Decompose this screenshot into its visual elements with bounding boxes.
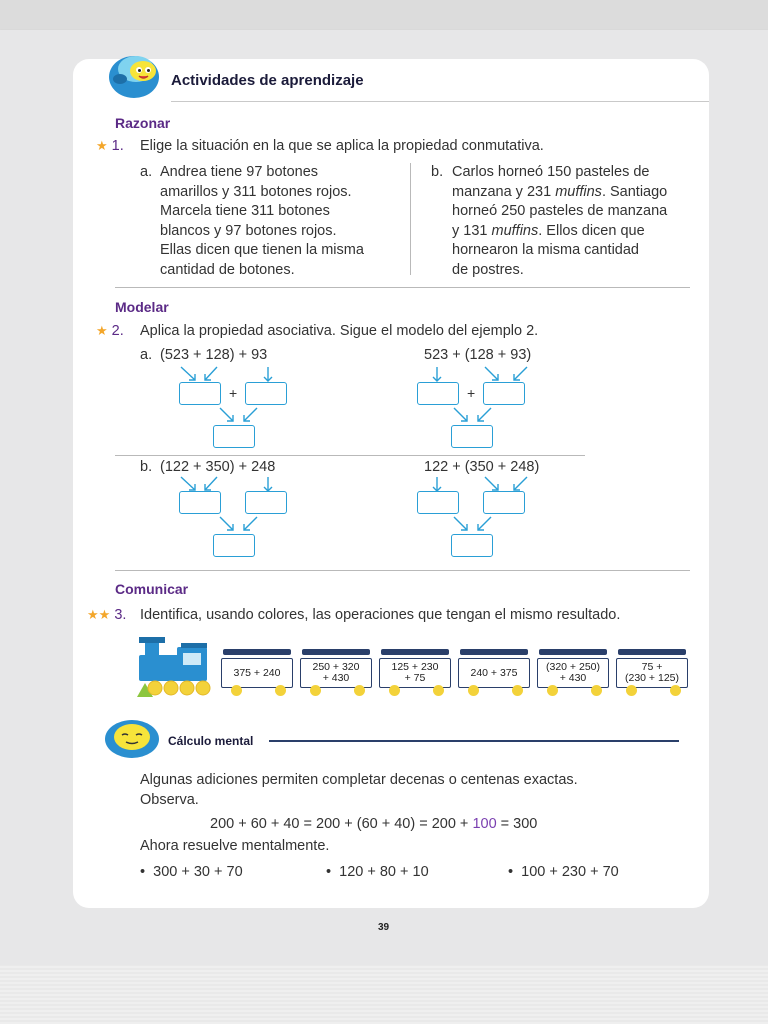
- arrows-icon: [213, 405, 273, 427]
- train-car-operation: 250 + 320: [312, 661, 360, 673]
- question-2-prompt: Aplica la propiedad asociativa. Sigue el modelo del ejemplo 2.: [140, 323, 539, 339]
- train-car-roof: [539, 649, 607, 655]
- option-a-line: Andrea tiene 97 botones: [160, 164, 319, 180]
- section-header-title: Actividades de aprendizaje: [171, 72, 364, 89]
- arrows-icon: [447, 514, 507, 536]
- train-car-operation: 125 + 230: [391, 661, 439, 673]
- option-a-line: cantidad de botones.: [160, 261, 295, 278]
- plus-sign: +: [467, 385, 476, 401]
- question-1-number: ★ 1.: [96, 138, 124, 154]
- wheel-icon: [468, 685, 479, 696]
- razonar-heading: Razonar: [115, 115, 171, 131]
- option-divider: [410, 163, 411, 275]
- answer-box[interactable]: [417, 491, 459, 514]
- question-2-number: ★ 2.: [96, 323, 124, 339]
- option-a-line: Ellas dicen que tienen la misma: [160, 242, 364, 258]
- arrows-icon: [213, 514, 273, 536]
- comunicar-heading: Comunicar: [115, 581, 189, 597]
- question-3-number: ★★ 3.: [87, 607, 127, 623]
- train-car[interactable]: [616, 649, 688, 697]
- part-b-left-expression: (122 + 350) + 248: [160, 459, 276, 475]
- train-car-body: [379, 658, 451, 688]
- train-car-roof: [460, 649, 528, 655]
- option-b-line: hornearon la misma cantidad: [452, 242, 639, 258]
- answer-box[interactable]: [245, 491, 287, 514]
- train-car[interactable]: [300, 649, 372, 697]
- train-car[interactable]: [458, 649, 530, 697]
- train-car-body: [458, 658, 530, 688]
- train-car-body: [300, 658, 372, 688]
- wheel-icon: [512, 685, 523, 696]
- train-car-roof: [381, 649, 449, 655]
- star-icon: ★: [96, 138, 108, 153]
- train-car-roof: [302, 649, 370, 655]
- option-a-text: [160, 163, 405, 280]
- option-a-label: a.: [140, 164, 153, 180]
- wheel-icon: [591, 685, 602, 696]
- option-b-line: de postres.: [452, 261, 524, 278]
- result-box[interactable]: [213, 534, 255, 557]
- star-icon: ★: [96, 323, 108, 338]
- train-car-operation: 375 + 240: [233, 666, 281, 679]
- arrows-icon: [447, 405, 507, 427]
- wheel-icon: [389, 685, 400, 696]
- option-a-line: amarillos y 311 botones rojos.: [160, 183, 352, 200]
- part-b-right-expression: 122 + (350 + 248): [424, 459, 540, 475]
- row-divider: [115, 455, 585, 456]
- answer-box[interactable]: [179, 491, 221, 514]
- mental-instruction: Ahora resuelve mentalmente.: [140, 838, 330, 854]
- train-car-operation: + 75: [404, 672, 426, 684]
- wheel-icon: [670, 685, 681, 696]
- plus-sign: +: [229, 385, 238, 401]
- part-a-label: a.: [140, 347, 153, 363]
- train-car-roof: [618, 649, 686, 655]
- option-b-line: manzana y 231 muffins. Santiago: [452, 183, 668, 200]
- wheel-icon: [547, 685, 558, 696]
- answer-box[interactable]: [245, 382, 287, 405]
- background-floor: [0, 965, 768, 1024]
- calculo-mental-rule: [269, 740, 679, 742]
- train-car-operation: 240 + 375: [470, 666, 518, 679]
- activities-card: [73, 59, 709, 908]
- mascot-icon: [106, 49, 162, 99]
- train-car[interactable]: [537, 649, 609, 697]
- wheel-icon: [310, 685, 321, 696]
- train-car[interactable]: [379, 649, 451, 697]
- result-box[interactable]: [451, 425, 493, 448]
- wheel-icon: [275, 685, 286, 696]
- option-a-line: Marcela tiene 311 botones: [160, 203, 330, 219]
- train-car-body: [221, 658, 293, 688]
- part-a-left-expression: (523 + 128) + 93: [160, 347, 268, 363]
- train-car-operation: 75 +: [641, 661, 663, 673]
- mental-exercise: • 100 + 230 + 70: [508, 864, 619, 880]
- section-divider: [115, 287, 690, 288]
- option-b-label: b.: [431, 164, 444, 180]
- answer-box[interactable]: [483, 491, 525, 514]
- option-b-line: Carlos horneó 150 pasteles de: [452, 164, 650, 180]
- answer-box[interactable]: [417, 382, 459, 405]
- modelar-heading: Modelar: [115, 299, 169, 315]
- question-1-prompt: Elige la situación en la que se aplica la propiedad conmutativa.: [140, 138, 544, 154]
- train-car-operation: (230 + 125): [625, 672, 679, 684]
- train-car-body: [537, 658, 609, 688]
- mental-exercise: • 120 + 80 + 10: [326, 864, 429, 880]
- train-car-operation: + 430: [559, 672, 587, 684]
- question-3-prompt: Identifica, usando colores, las operaciones que tengan el mismo resultado.: [140, 607, 621, 623]
- option-b-line: y 131 muffins. Ellos dicen que: [452, 222, 645, 239]
- option-a-line: blancos y 97 botones rojos.: [160, 222, 337, 239]
- star-icon: ★: [87, 607, 99, 622]
- train-car-body: [616, 658, 688, 688]
- mental-example: 200 + 60 + 40 = 200 + (60 + 40) = 200 + 100 = 300: [210, 816, 538, 832]
- result-box[interactable]: [451, 534, 493, 557]
- option-b-text: [452, 163, 704, 280]
- locomotive-icon: [137, 633, 217, 697]
- part-a-right-expression: 523 + (128 + 93): [424, 347, 532, 363]
- answer-box[interactable]: [483, 382, 525, 405]
- option-b-line: horneó 250 pasteles de manzana: [452, 203, 668, 219]
- page-number: 39: [378, 922, 390, 933]
- mental-intro-line: Observa.: [140, 791, 199, 808]
- train-car[interactable]: [221, 649, 293, 697]
- part-b-label: b.: [140, 459, 153, 475]
- train-car-roof: [223, 649, 291, 655]
- answer-box[interactable]: [179, 382, 221, 405]
- wheel-icon: [354, 685, 365, 696]
- calculo-mental-icon: [104, 717, 160, 759]
- star-icon: ★: [98, 607, 111, 622]
- backdrop: [0, 0, 768, 32]
- wheel-icon: [231, 685, 242, 696]
- wheel-icon: [433, 685, 444, 696]
- wheel-icon: [626, 685, 637, 696]
- mental-intro: [140, 771, 578, 810]
- header-divider: [171, 101, 709, 102]
- mental-intro-line: Algunas adiciones permiten completar decenas o centenas exactas.: [140, 772, 578, 788]
- calculo-mental-title: Cálculo mental: [168, 734, 254, 748]
- result-box[interactable]: [213, 425, 255, 448]
- train-car-operation: (320 + 250): [546, 661, 600, 673]
- mental-exercise: • 300 + 30 + 70: [140, 864, 243, 880]
- train-car-operation: + 430: [322, 672, 350, 684]
- section-divider: [115, 570, 690, 571]
